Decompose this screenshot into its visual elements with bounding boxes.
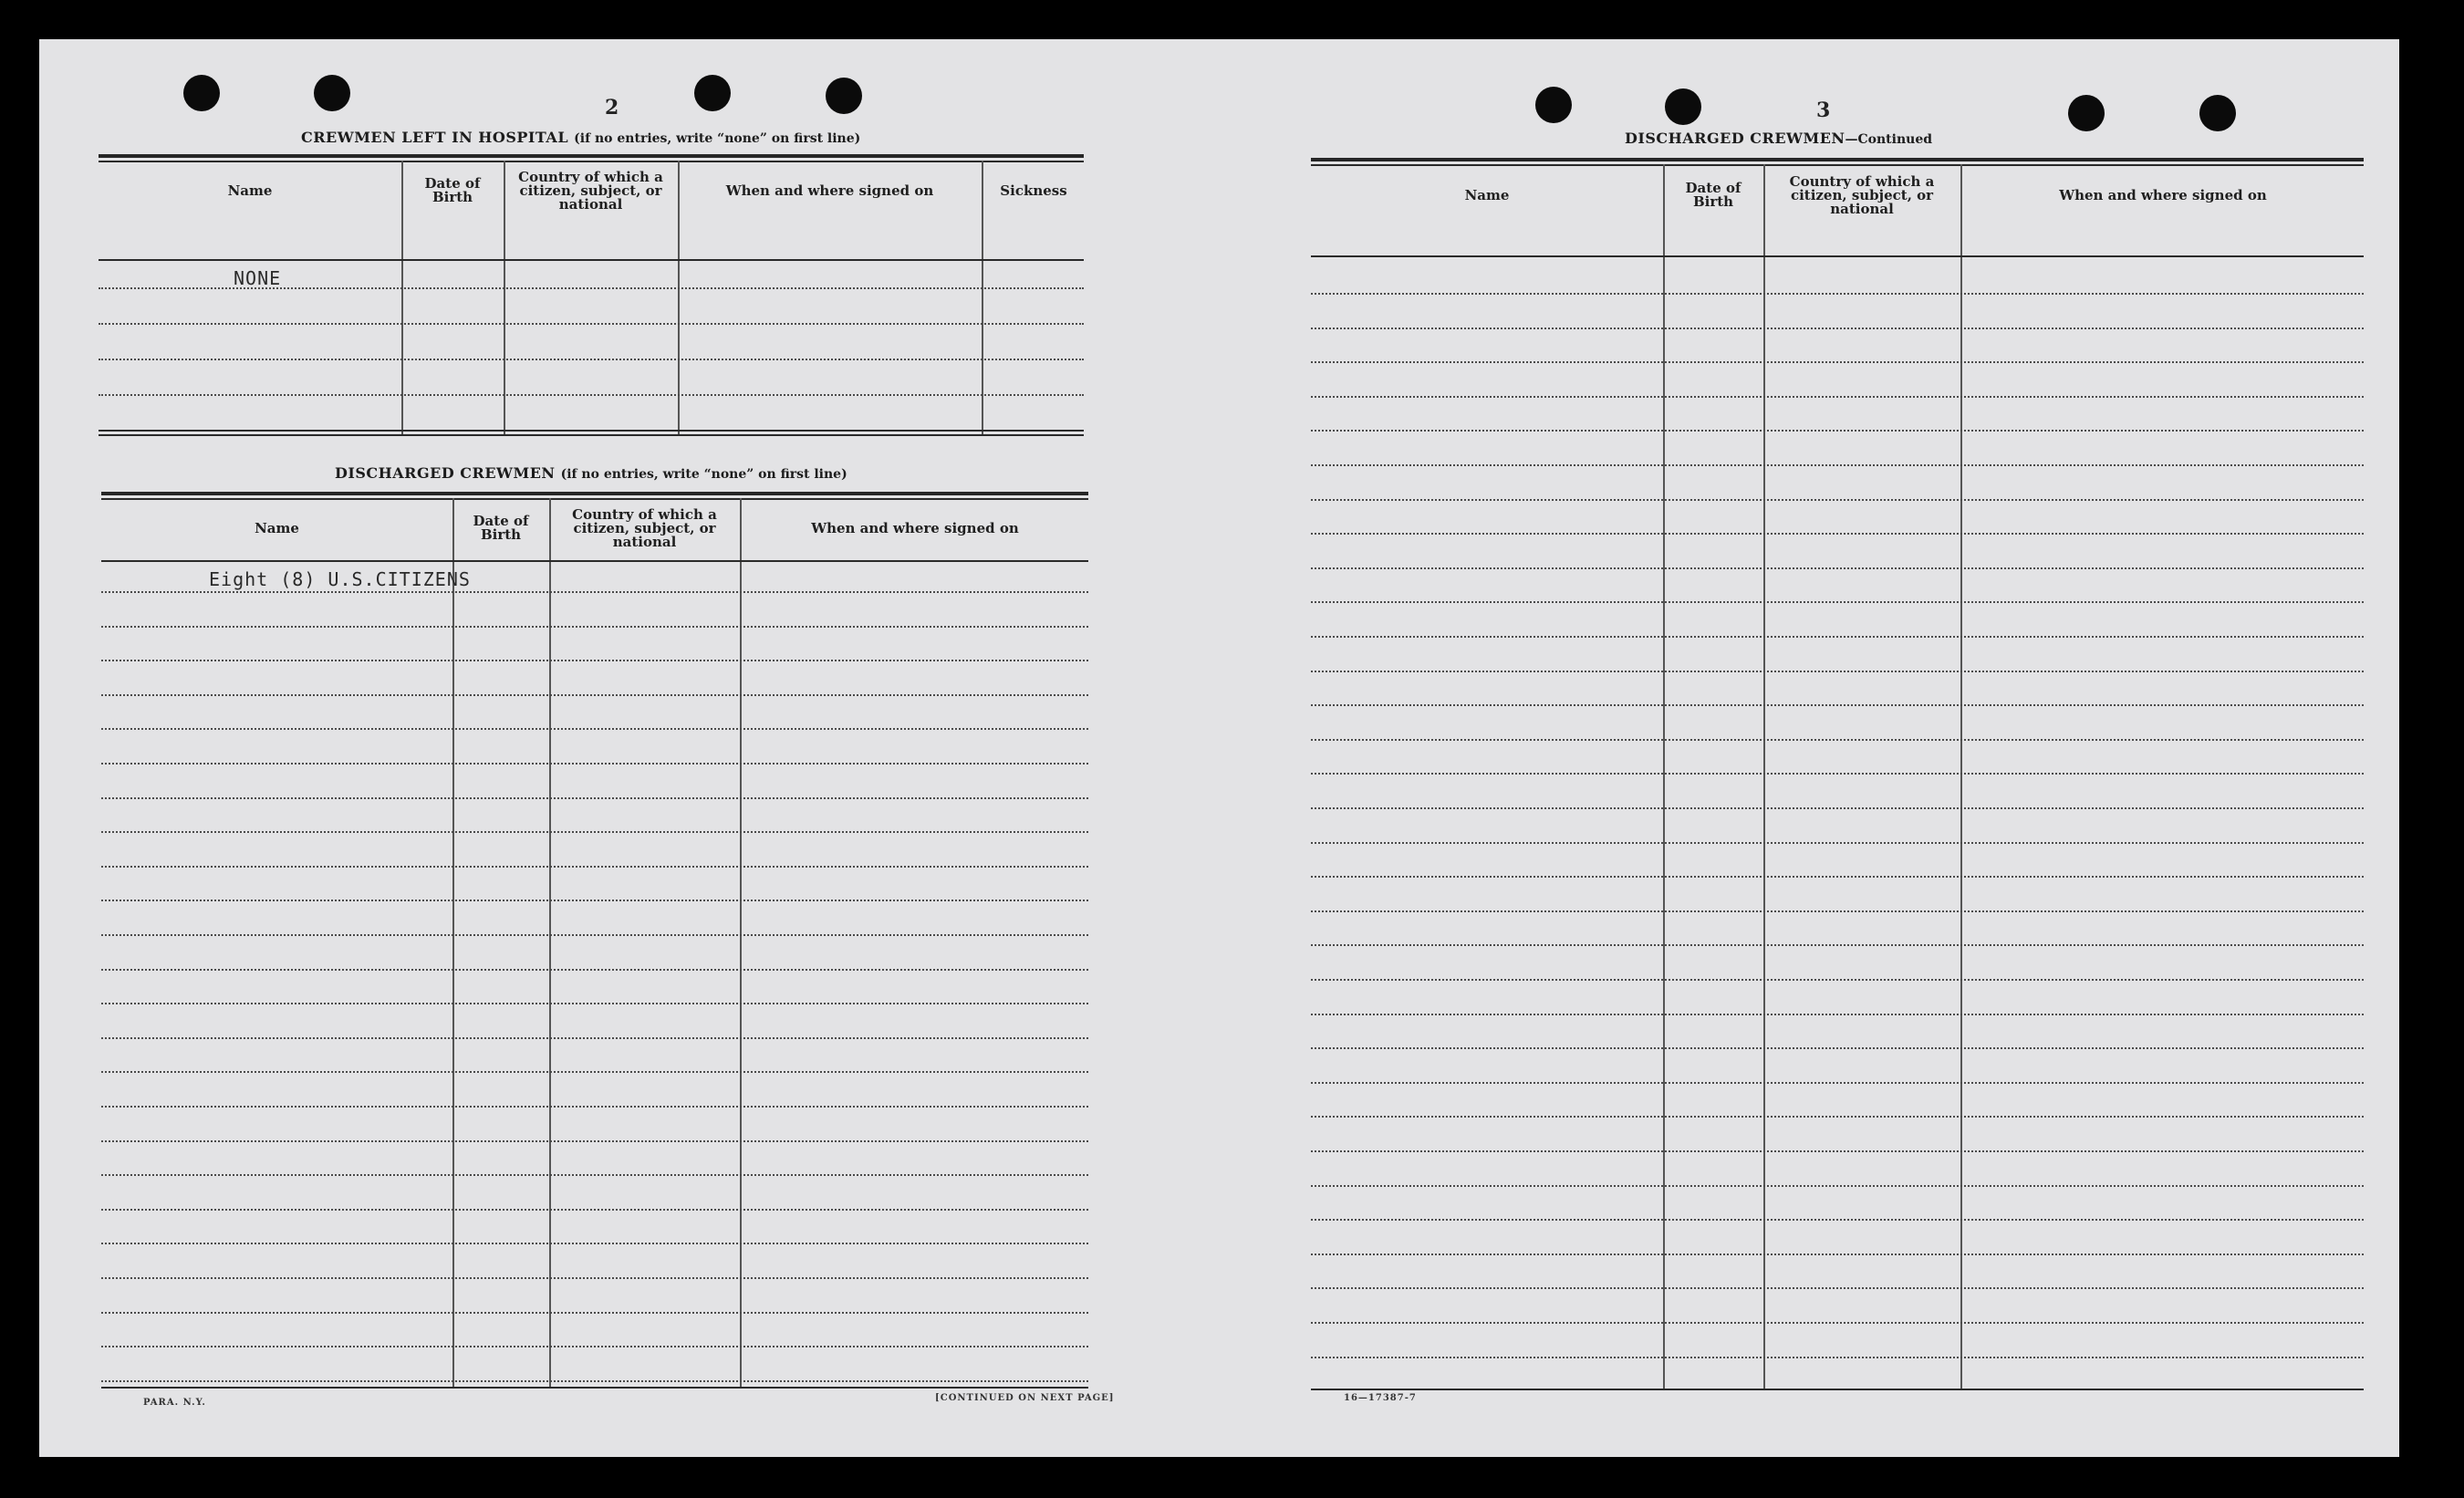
ruled-line xyxy=(101,866,1088,868)
continued-note: [CONTINUED ON NEXT PAGE] xyxy=(935,1393,1115,1403)
column-header-country: Country of which a citizen, subject, or national xyxy=(518,168,663,213)
column-header-date-of-birth: Date of Birth xyxy=(473,513,529,543)
ruled-line xyxy=(1311,1047,2364,1049)
ruled-line xyxy=(1311,464,2364,466)
header-bottom-rule xyxy=(101,560,1088,562)
ruled-line xyxy=(99,394,1084,396)
table-top-rule xyxy=(99,161,1084,162)
column-header-date-of-birth: Date of Birth xyxy=(1685,180,1741,210)
discharged-section-title xyxy=(335,464,847,482)
ruled-line xyxy=(101,1312,1088,1314)
ruled-line xyxy=(1311,636,2364,638)
ruled-line xyxy=(1311,807,2364,809)
table-top-rule xyxy=(99,154,1084,158)
table-top-rule xyxy=(1311,164,2364,166)
ruled-line xyxy=(101,1071,1088,1073)
ruled-line xyxy=(101,1380,1088,1382)
ruled-line xyxy=(1311,1357,2364,1358)
ruled-line xyxy=(101,1037,1088,1039)
ruled-line xyxy=(1311,876,2364,878)
column-header-signed-on: When and where signed on xyxy=(2059,186,2267,203)
column-header-name: Name xyxy=(255,519,299,536)
form-sheet xyxy=(39,39,2399,1457)
discharged-title-note: (if no entries, write “none” on first line) xyxy=(560,467,847,482)
column-divider xyxy=(1763,164,1765,1389)
column-header-signed-on: When and where signed on xyxy=(811,519,1019,536)
ruled-line xyxy=(99,359,1084,360)
hospital-entry: NONE xyxy=(234,267,282,289)
punch-hole xyxy=(2068,95,2105,131)
ruled-line xyxy=(1311,739,2364,741)
ruled-line xyxy=(1311,1014,2364,1015)
punch-hole xyxy=(314,75,350,111)
table-top-rule xyxy=(101,492,1088,495)
column-header-date-of-birth: Date of Birth xyxy=(424,175,481,205)
ruled-line xyxy=(1311,499,2364,501)
hospital-title-note: (if no entries, write “none” on first line) xyxy=(574,131,861,146)
ruled-line xyxy=(1311,842,2364,844)
punch-hole xyxy=(826,78,862,114)
column-header-signed-on: When and where signed on xyxy=(725,182,934,199)
ruled-line xyxy=(1311,944,2364,946)
ruled-line xyxy=(101,1003,1088,1004)
column-header-country: Country of which a citizen, subject, or national xyxy=(572,505,717,550)
continued-title-text: DISCHARGED CREWMEN xyxy=(1625,130,1845,147)
printer-mark: PARA. N.Y. xyxy=(143,1398,206,1408)
hospital-section-title xyxy=(301,129,860,146)
ruled-line xyxy=(1311,328,2364,329)
ruled-line xyxy=(101,1174,1088,1176)
ruled-line xyxy=(1311,430,2364,432)
ruled-line xyxy=(101,1277,1088,1279)
page-number: 2 xyxy=(605,96,619,120)
ruled-line xyxy=(101,728,1088,730)
table-bottom-rule xyxy=(101,1387,1088,1389)
column-divider xyxy=(549,498,551,1387)
ruled-line xyxy=(1311,601,2364,603)
table-bottom-rule xyxy=(1311,1389,2364,1390)
ruled-line xyxy=(1311,1116,2364,1118)
ruled-line xyxy=(101,797,1088,799)
ruled-line xyxy=(1311,910,2364,912)
header-bottom-rule xyxy=(99,259,1084,261)
ruled-line xyxy=(101,1209,1088,1211)
ruled-line xyxy=(101,626,1088,628)
ruled-line xyxy=(1311,1254,2364,1255)
ruled-line xyxy=(101,1346,1088,1347)
column-header-name: Name xyxy=(227,182,273,199)
table-top-rule xyxy=(1311,158,2364,161)
punch-hole xyxy=(694,75,731,111)
ruled-line xyxy=(101,1243,1088,1244)
form-number: 16—17387-7 xyxy=(1344,1393,1417,1403)
ruled-line xyxy=(1311,1287,2364,1289)
discharged-title-text: DISCHARGED CREWMEN xyxy=(335,464,556,482)
page-number: 3 xyxy=(1816,99,1831,122)
ruled-line xyxy=(101,900,1088,901)
hospital-title-text: CREWMEN LEFT IN HOSPITAL xyxy=(301,129,569,146)
ruled-line xyxy=(1311,1185,2364,1187)
table-top-rule xyxy=(101,498,1088,500)
ruled-line xyxy=(101,934,1088,936)
punch-hole xyxy=(1665,88,1701,125)
header-bottom-rule xyxy=(1311,255,2364,257)
ruled-line xyxy=(101,831,1088,833)
ruled-line xyxy=(1311,704,2364,706)
ruled-line xyxy=(1311,671,2364,672)
page-2 xyxy=(39,39,1134,1457)
column-header-sickness: Sickness xyxy=(1000,182,1067,199)
column-header-country: Country of which a citizen, subject, or national xyxy=(1789,172,1935,217)
ruled-line xyxy=(1311,396,2364,398)
discharged-table xyxy=(101,492,1088,1420)
page-3 xyxy=(1262,39,2399,1457)
ruled-line xyxy=(101,660,1088,661)
ruled-line xyxy=(101,969,1088,971)
table-bottom-rule xyxy=(99,434,1084,436)
ruled-line xyxy=(1311,979,2364,981)
ruled-line xyxy=(101,1106,1088,1108)
hospital-table xyxy=(99,154,1084,479)
ruled-line xyxy=(1311,361,2364,363)
ruled-line xyxy=(1311,1219,2364,1221)
ruled-line xyxy=(1311,533,2364,535)
ruled-line xyxy=(1311,1082,2364,1084)
discharged-continued-title xyxy=(1625,130,1932,147)
ruled-line xyxy=(1311,293,2364,295)
column-header-name: Name xyxy=(1464,186,1510,203)
ruled-line xyxy=(99,323,1084,325)
column-divider xyxy=(1663,164,1665,1389)
punch-hole xyxy=(2199,95,2236,131)
ruled-line xyxy=(101,694,1088,696)
ruled-line xyxy=(101,1140,1088,1142)
discharged-continued-table xyxy=(1311,158,2364,1435)
ruled-line xyxy=(101,763,1088,765)
ruled-line xyxy=(1311,773,2364,775)
column-divider xyxy=(452,498,454,1387)
ruled-line xyxy=(1311,567,2364,569)
ruled-line xyxy=(101,591,1088,593)
punch-hole xyxy=(183,75,220,111)
column-divider xyxy=(1960,164,1962,1389)
punch-hole xyxy=(1535,87,1572,123)
table-bottom-rule xyxy=(99,430,1084,432)
discharged-entry: Eight (8) U.S.CITIZENS xyxy=(209,568,471,590)
ruled-line xyxy=(1311,1322,2364,1324)
ruled-line xyxy=(1311,1150,2364,1152)
continued-title-suffix: —Continued xyxy=(1845,132,1933,147)
column-divider xyxy=(740,498,742,1387)
